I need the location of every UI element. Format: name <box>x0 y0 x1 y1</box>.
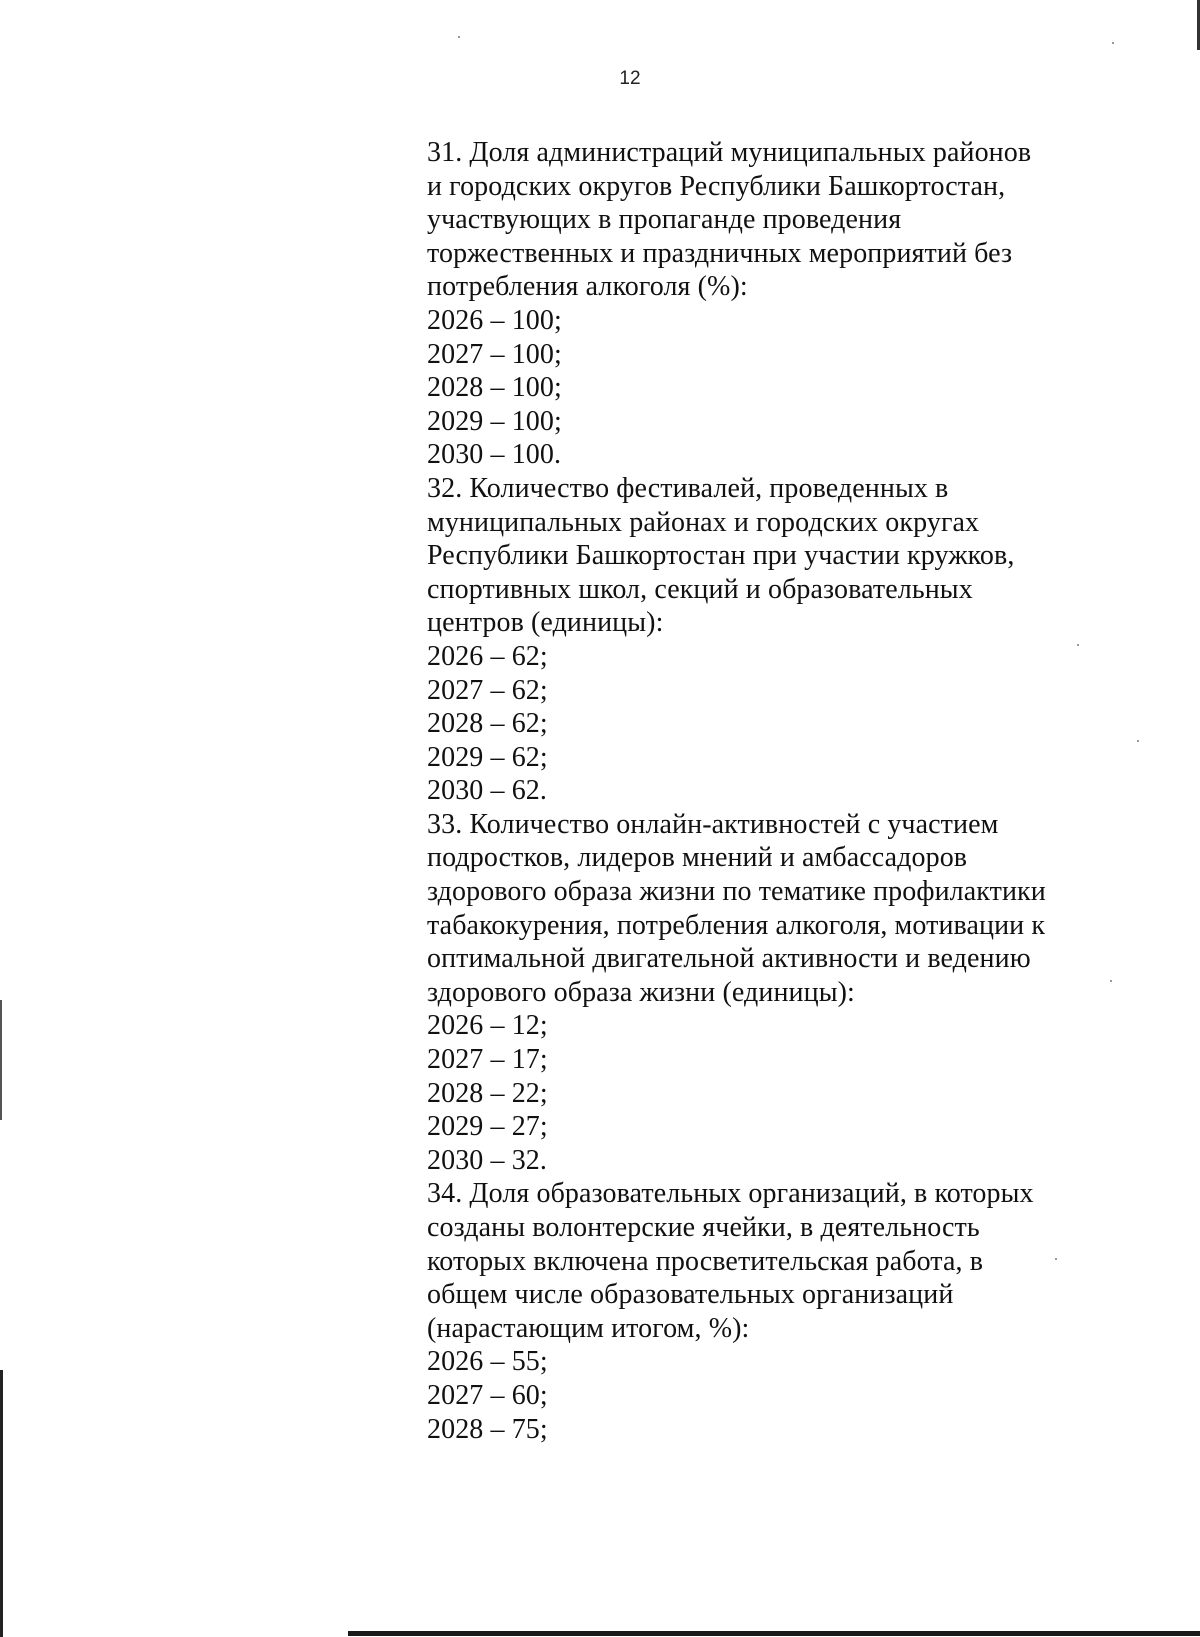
indicator-34-title: (нарастающим итогом, %): <box>427 1312 750 1344</box>
indicator-32-title: Республики Башкортостан при участии кружков, <box>427 540 1015 572</box>
indicator-32-title: 32. Количество фестивалей, проведенных в <box>427 472 949 504</box>
indicator-31-value: 2029 – 100; <box>427 405 562 437</box>
indicator-33-title: оптимальной двигательной активности и ведению <box>427 943 1031 975</box>
indicator-33-value: 2027 – 17; <box>427 1044 548 1076</box>
scan-speck <box>1077 644 1079 646</box>
scan-speck <box>1112 42 1114 44</box>
indicator-32-title: муниципальных районах и городских округах <box>427 506 980 538</box>
indicator-31-value: 2030 – 100. <box>427 439 562 471</box>
indicator-34-title: которых включена просветительская работа, в <box>427 1245 984 1277</box>
document-body <box>427 136 1127 1446</box>
scan-speck <box>1055 1258 1057 1260</box>
indicator-31-title: потребления алкоголя (%): <box>427 271 748 303</box>
indicator-31-value: 2028 – 100; <box>427 372 562 404</box>
page-number: 12 <box>619 68 641 89</box>
indicator-32-value: 2028 – 62; <box>427 708 548 740</box>
indicator-32-value: 2029 – 62; <box>427 741 548 773</box>
indicator-34-title: созданы волонтерские ячейки, в деятельность <box>427 1212 980 1243</box>
indicator-33-title: здорового образа жизни по тематике профилактики <box>427 876 1046 908</box>
indicator-32-title: центров (единицы): <box>427 607 664 639</box>
indicator-32-value: 2026 – 62; <box>427 640 548 672</box>
indicator-31-title: участвующих в пропаганде проведения <box>427 204 902 236</box>
scan-edge-mark <box>0 1370 3 1637</box>
scan-speck <box>1137 740 1139 742</box>
indicator-32-value: 2030 – 62. <box>427 775 547 807</box>
indicator-31-title: 31. Доля администраций муниципальных районов <box>427 137 1032 168</box>
indicator-33-title: табакокурения, потребления алкоголя, мотивации к <box>427 909 1046 941</box>
indicator-33-value: 2028 – 22; <box>427 1077 548 1109</box>
indicator-33-title: здорового образа жизни (единицы): <box>427 976 855 1008</box>
scan-edge-mark <box>0 1000 2 1120</box>
indicator-32-title: спортивных школ, секций и образовательных <box>427 573 973 605</box>
indicator-31-title: торжественных и праздничных мероприятий без <box>427 237 1013 269</box>
indicator-34-title: 34. Доля образовательных организаций, в которых <box>427 1178 1034 1210</box>
indicator-34-value: 2028 – 75; <box>427 1413 548 1445</box>
indicator-34-value: 2027 – 60; <box>427 1379 548 1411</box>
indicator-31-value: 2027 – 100; <box>427 338 562 370</box>
indicator-33-value: 2029 – 27; <box>427 1111 548 1143</box>
indicator-31-value: 2026 – 100; <box>427 304 562 336</box>
indicator-33-title: 33. Количество онлайн-активностей с участием <box>427 808 999 840</box>
indicator-33-value: 2026 – 12; <box>427 1010 548 1042</box>
scan-speck <box>458 36 460 38</box>
indicator-34-value: 2026 – 55; <box>427 1346 548 1378</box>
scan-edge-mark <box>348 1631 1200 1636</box>
indicator-32-value: 2027 – 62; <box>427 674 548 706</box>
indicator-33-value: 2030 – 32. <box>427 1144 547 1176</box>
indicator-33-title: подростков, лидеров мнений и амбассадоров <box>427 842 968 874</box>
scan-speck <box>1110 980 1112 982</box>
indicator-34-title: общем числе образовательных организаций <box>427 1279 954 1311</box>
indicator-31-title: и городских округов Республики Башкортостан, <box>427 170 1006 202</box>
